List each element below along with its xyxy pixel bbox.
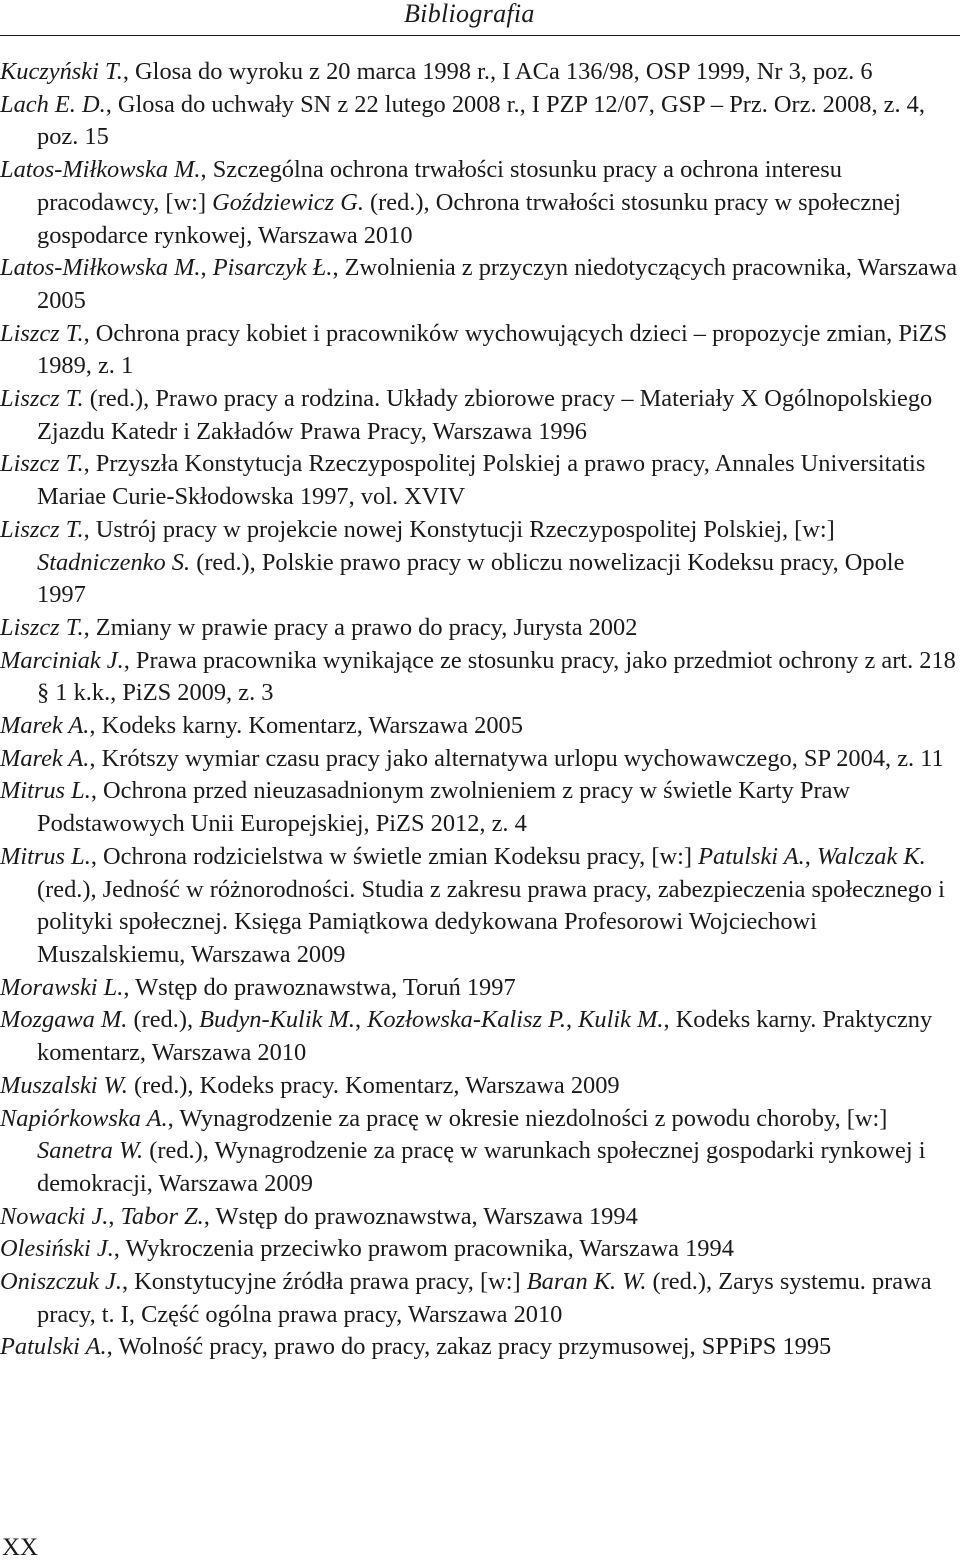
author-name: Sanetra W. bbox=[37, 1137, 144, 1165]
bibliography-entry bbox=[0, 1201, 958, 1234]
author-name: Liszcz T. bbox=[0, 515, 84, 543]
author-name: Liszcz T. bbox=[0, 385, 84, 413]
entry-text: , Zmiany w prawie pracy a prawo do pracy, Jurysta 2002 bbox=[83, 613, 638, 641]
author-name: Oniszczuk J. bbox=[0, 1268, 122, 1296]
bibliography-entry bbox=[0, 56, 958, 89]
entry-text: , Ochrona przed nieuzasadnionym zwolnieniem z pracy w świetle Karty Praw Podstawowych Unii Europejskiej, PiZS 2012, z. 4 bbox=[37, 777, 851, 838]
entry-text: (red.), Ochrona trwałości stosunku pracy w społecznej gospodarce rynkowej, Warszawa 2010 bbox=[37, 188, 902, 249]
author-name: Mitrus L. bbox=[0, 842, 91, 870]
bibliography-entry bbox=[0, 1004, 958, 1069]
entry-text: , bbox=[565, 1006, 579, 1034]
author-name: Kozłowska-Kalisz P. bbox=[367, 1006, 566, 1034]
author-name: Lach E. D. bbox=[0, 90, 106, 118]
bibliography-entry bbox=[0, 1070, 958, 1103]
entry-text: , Prawa pracownika wynikające ze stosunku pracy, jako przedmiot ochrony z art. 218 § 1 k.k., PiZS 2009, z. 3 bbox=[37, 646, 956, 707]
entry-text: (red.), Zarys systemu. prawa pracy, t. I, Część ogólna prawa pracy, Warszawa 2010 bbox=[37, 1268, 932, 1328]
bibliography-entry bbox=[0, 1266, 958, 1331]
entry-text: (red.), Polskie prawo pracy w obliczu nowelizacji Kodeksu pracy, Opole 1997 bbox=[37, 548, 905, 609]
author-name: Baran K. W. bbox=[526, 1268, 647, 1296]
entry-text: , bbox=[200, 254, 213, 282]
entry-text: , Krótszy wymiar czasu pracy jako alternatywa urlopu wychowawczego, SP 2004, z. 11 bbox=[89, 744, 944, 772]
bibliography-entry bbox=[0, 1103, 958, 1201]
bibliography-entry bbox=[0, 252, 958, 317]
author-name: Mitrus L. bbox=[0, 777, 91, 805]
author-name: Stadniczenko S. bbox=[37, 548, 191, 576]
entry-text: , Kodeks karny. Praktyczny komentarz, Warszawa 2010 bbox=[37, 1006, 933, 1067]
author-name: Liszcz T. bbox=[0, 319, 84, 347]
author-name: Liszcz T. bbox=[0, 450, 84, 478]
bibliography-entry bbox=[0, 89, 958, 154]
entry-text: , Wstęp do prawoznawstwa, Toruń 1997 bbox=[123, 973, 516, 1001]
bibliography-entry bbox=[0, 154, 958, 252]
entry-text: , Wolność pracy, prawo do pracy, zakaz pracy przymusowej, SPPiPS 1995 bbox=[106, 1333, 832, 1361]
bibliography-entry bbox=[0, 645, 958, 710]
author-name: Mozgawa M. bbox=[0, 1006, 128, 1034]
entry-text: , bbox=[804, 842, 817, 870]
author-name: Napiórkowska A. bbox=[0, 1104, 168, 1132]
bibliography-entry bbox=[0, 972, 958, 1005]
bibliography-entry bbox=[0, 318, 958, 383]
bibliography-entry bbox=[0, 514, 958, 612]
entry-text: , bbox=[108, 1202, 121, 1230]
author-name: Olesiński J. bbox=[0, 1235, 114, 1263]
header-rule bbox=[0, 35, 960, 36]
entry-text: , Glosa do uchwały SN z 22 lutego 2008 r., I PZP 12/07, GSP – Prz. Orz. 2008, z. 4, poz. 15 bbox=[37, 90, 925, 151]
entry-text: , Glosa do wyroku z 20 marca 1998 r., I ACa 136/98, OSP 1999, Nr 3, poz. 6 bbox=[122, 58, 873, 85]
entry-text: , Wstęp do prawoznawstwa, Warszawa 1994 bbox=[203, 1202, 638, 1230]
bibliography-entry bbox=[0, 612, 958, 645]
entry-text: , Ochrona pracy kobiet i pracowników wychowujących dzieci – propozycje zmian, PiZS 1989, z. 1 bbox=[37, 319, 948, 380]
bibliography-entry bbox=[0, 383, 958, 448]
author-name: Nowacki J. bbox=[0, 1202, 109, 1230]
entry-text: , Szczególna ochrona trwałości stosunku pracy a ochrona interesu pracodawcy, [w:] bbox=[37, 156, 842, 216]
page-number: XX bbox=[2, 1534, 39, 1561]
author-name: Kulik M. bbox=[578, 1006, 664, 1034]
author-name: Pisarczyk Ł. bbox=[212, 254, 333, 282]
entry-text: (red.), bbox=[127, 1006, 200, 1034]
author-name: Morawski L. bbox=[0, 973, 124, 1001]
author-name: Walczak K. bbox=[816, 842, 926, 870]
header-title: Bibliografia bbox=[404, 0, 535, 28]
bibliography-entry bbox=[0, 775, 958, 840]
entry-text: , Ochrona rodzicielstwa w świetle zmian Kodeksu pracy, [w:] bbox=[90, 842, 699, 870]
author-name: Goździewicz G. bbox=[212, 188, 364, 216]
entry-text: , Zwolnienia z przyczyn niedotyczących pracownika, Warszawa 2005 bbox=[37, 254, 958, 314]
entry-text: , Wykroczenia przeciwko prawom pracownika, Warszawa 1994 bbox=[113, 1235, 734, 1263]
author-name: Tabor Z. bbox=[120, 1202, 204, 1230]
author-name: Marek A. bbox=[0, 712, 90, 740]
entry-text: (red.), Wynagrodzenie za pracę w warunkach społecznej gospodarki rynkowej i demokracji, Warszawa 2009 bbox=[37, 1137, 926, 1197]
author-name: Patulski A. bbox=[0, 1333, 107, 1361]
running-header bbox=[0, 0, 960, 34]
entry-text: (red.), Kodeks pracy. Komentarz, Warszawa 2009 bbox=[127, 1071, 620, 1099]
bibliography-list bbox=[0, 56, 958, 1364]
author-name: Muszalski W. bbox=[0, 1071, 128, 1099]
entry-text: , Kodeks karny. Komentarz, Warszawa 2005 bbox=[89, 712, 523, 740]
bibliography-entry bbox=[0, 1331, 958, 1364]
author-name: Patulski A. bbox=[698, 842, 805, 870]
entry-text: (red.), Prawo pracy a rodzina. Układy zbiorowe pracy – Materiały X Ogólnopolskiego Zjazdu Katedr i Zakładów Prawa Pracy, Warszawa 1996 bbox=[37, 385, 933, 445]
author-name: Marek A. bbox=[0, 744, 90, 772]
author-name: Marciniak J. bbox=[0, 646, 124, 674]
entry-text: , bbox=[354, 1006, 368, 1034]
bibliography-entry bbox=[0, 1233, 958, 1266]
entry-text: , Konstytucyjne źródła prawa pracy, [w:] bbox=[121, 1268, 527, 1296]
author-name: Budyn-Kulik M. bbox=[199, 1006, 355, 1034]
entry-text: (red.), Jedność w różnorodności. Studia z zakresu prawa pracy, zabezpieczenia społecznego i polityki społecznej. Księga Pamiątkowa dedykowana Profesorowi Wojciechowi Muszalskiemu, Warszawa 2009 bbox=[37, 875, 945, 968]
entry-text: , Przyszła Konstytucja Rzeczypospolitej Polskiej a prawo pracy, Annales Universitatis Mariae Curie-Skłodowska 1997, vol. XVIV bbox=[37, 450, 926, 511]
author-name: Latos-Miłkowska M. bbox=[0, 254, 201, 282]
bibliography-entry bbox=[0, 448, 958, 513]
entry-text: , Wynagrodzenie za pracę w okresie niezdolności z powodu choroby, [w:] bbox=[167, 1104, 888, 1132]
author-name: Liszcz T. bbox=[0, 613, 84, 641]
author-name: Kuczyński T. bbox=[0, 58, 123, 85]
author-name: Latos-Miłkowska M. bbox=[0, 156, 201, 184]
bibliography-entry bbox=[0, 841, 958, 972]
entry-text: , Ustrój pracy w projekcie nowej Konstytucji Rzeczypospolitej Polskiej, [w:] bbox=[83, 515, 835, 543]
bibliography-entry bbox=[0, 743, 958, 776]
bibliography-entry bbox=[0, 710, 958, 743]
